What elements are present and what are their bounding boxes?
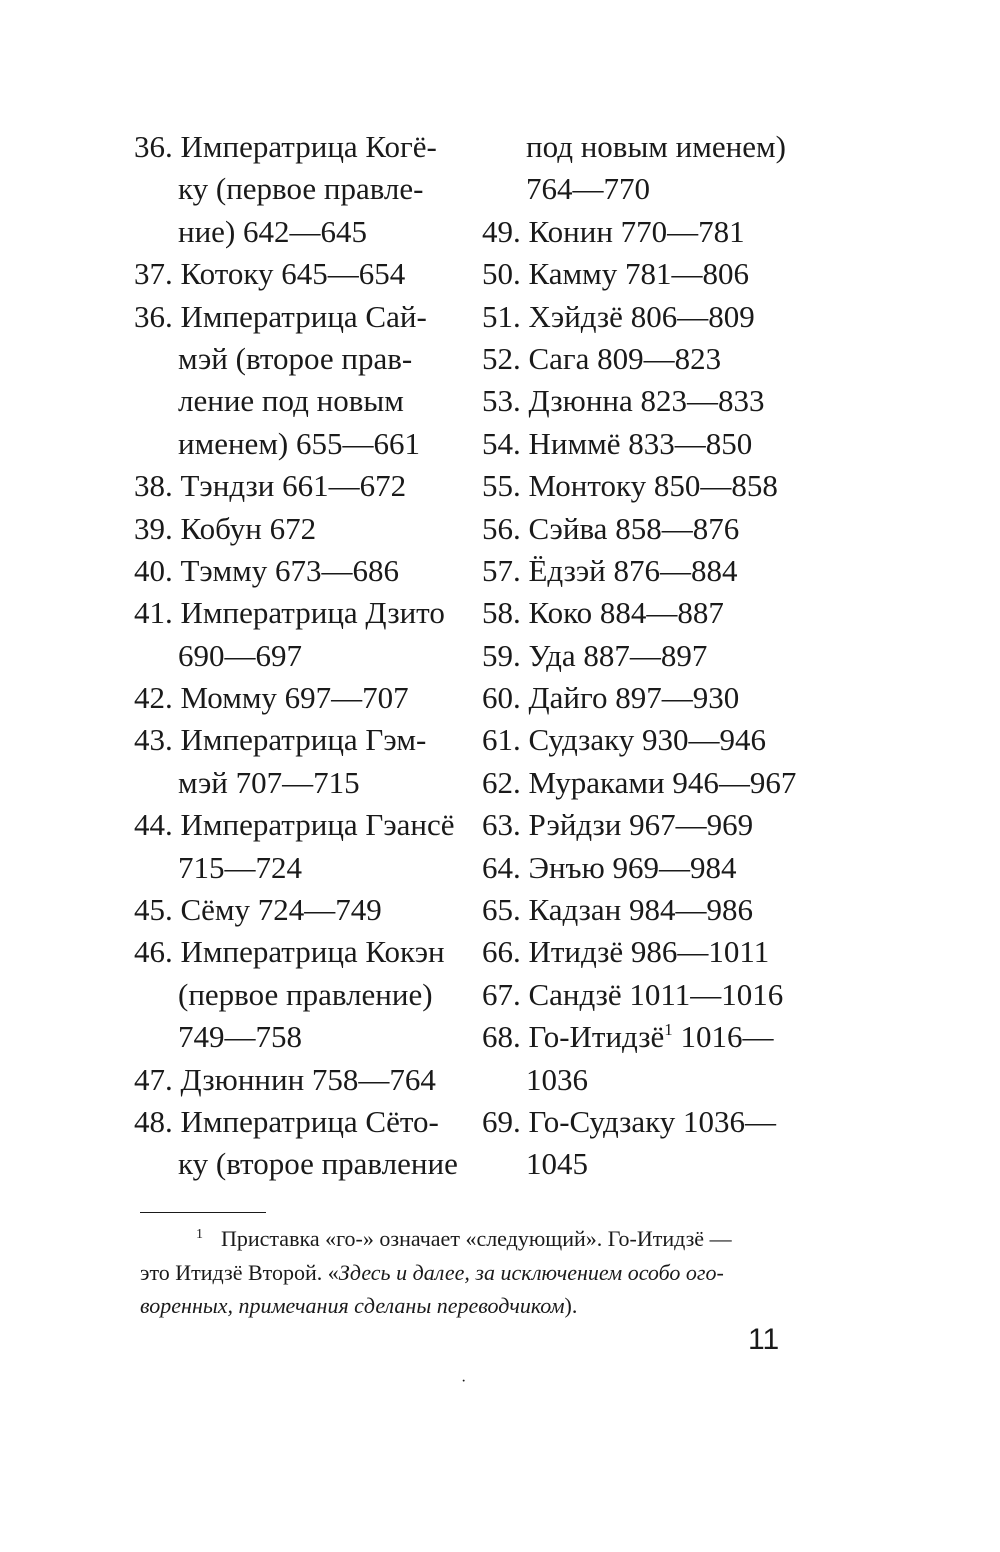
entry-text: Энъю 969—984 bbox=[528, 849, 737, 885]
list-item bbox=[134, 550, 474, 592]
list-item bbox=[482, 762, 822, 804]
entry-text: Конин 770—781 bbox=[528, 213, 745, 249]
entry-number: 49. bbox=[482, 213, 521, 249]
entry-text: Монтоку 850—858 bbox=[528, 468, 778, 504]
entry-number: 68. bbox=[482, 1019, 521, 1055]
entry-text: Камму 781—806 bbox=[528, 256, 750, 292]
list-item bbox=[134, 296, 474, 338]
entry-number: 36. bbox=[134, 129, 173, 164]
entry-number: 56. bbox=[482, 510, 521, 546]
entry-continuation: 715—724 bbox=[178, 849, 302, 885]
entry-text: Императрица Дзито bbox=[180, 595, 445, 631]
entry-continuation: именем) 655—661 bbox=[178, 425, 421, 461]
footnote-mark: 1 bbox=[196, 1227, 203, 1242]
entry-continuation: ку (второе правление bbox=[178, 1146, 458, 1182]
list-item bbox=[482, 211, 822, 253]
entry-text: Дзюнна 823—833 bbox=[528, 383, 765, 419]
list-item bbox=[482, 253, 822, 295]
entry-text: Дайго 897—930 bbox=[528, 680, 740, 716]
page-dot: · bbox=[461, 1373, 467, 1390]
list-item bbox=[482, 338, 822, 380]
entry-text: Судзаку 930—946 bbox=[528, 722, 766, 758]
entry-continuation: ку (первое правле- bbox=[178, 171, 424, 207]
entry-number: 43. bbox=[134, 722, 173, 758]
footnote-italic-text: Здесь и далее, за исключением особо ого- bbox=[338, 1259, 724, 1285]
entry-text: Императрица Когё- bbox=[180, 129, 437, 164]
entry-continuation: 690—697 bbox=[178, 637, 302, 673]
list-item bbox=[134, 508, 474, 550]
footnote-text: ). bbox=[564, 1293, 578, 1318]
right-column bbox=[482, 126, 822, 1186]
entry-number: 54. bbox=[482, 425, 521, 461]
entry-text: Сандзё 1011—1016 bbox=[528, 976, 784, 1012]
entry-text: Итидзё 986—1011 bbox=[528, 934, 770, 970]
entry-text: Императрица Сёто- bbox=[180, 1103, 439, 1139]
list-item bbox=[482, 296, 822, 338]
entry-name: Го-Итидзё bbox=[528, 1019, 665, 1055]
footnote-italic-text: воренных, примечания сделаны переводчиком bbox=[140, 1293, 565, 1318]
entry-number: 41. bbox=[134, 595, 173, 631]
continuation-line: под новым именем) bbox=[526, 129, 786, 164]
entry-number: 37. bbox=[134, 256, 173, 292]
entry-text: Кадзан 984—986 bbox=[528, 892, 754, 928]
list-item bbox=[134, 677, 474, 719]
entry-number: 47. bbox=[134, 1061, 173, 1097]
entry-continuation: мэй (второе прав- bbox=[178, 340, 413, 376]
list-item bbox=[482, 465, 822, 507]
entry-text: Мураками 946—967 bbox=[528, 764, 797, 800]
list-item bbox=[134, 1101, 474, 1143]
list-item-68 bbox=[482, 1016, 822, 1058]
entry-number: 57. bbox=[482, 552, 521, 588]
entry-number: 66. bbox=[482, 934, 521, 970]
list-item-69 bbox=[482, 1101, 822, 1143]
entry-text: Хэйдзё 806—809 bbox=[528, 298, 755, 334]
footnote-divider bbox=[140, 1212, 266, 1213]
entry-text: Сэйва 858—876 bbox=[528, 510, 740, 546]
entry-number: 42. bbox=[134, 680, 173, 716]
entry-number: 64. bbox=[482, 849, 521, 885]
footnote-text: Приставка «го-» означает «следующий». Го-Итидзё — bbox=[221, 1226, 732, 1251]
list-item bbox=[482, 592, 822, 634]
footnote-line-3 bbox=[140, 1289, 800, 1323]
entry-text: Ёдзэй 876—884 bbox=[528, 552, 738, 588]
list-item bbox=[482, 847, 822, 889]
list-item bbox=[482, 508, 822, 550]
entry-number: 53. bbox=[482, 383, 521, 419]
list-item bbox=[482, 974, 822, 1016]
entry-number: 50. bbox=[482, 256, 521, 292]
continuation-line: 764—770 bbox=[526, 171, 650, 207]
list-item bbox=[482, 423, 822, 465]
list-item bbox=[482, 380, 822, 422]
entry-text: Котоку 645—654 bbox=[180, 256, 406, 292]
entry-number: 51. bbox=[482, 298, 521, 334]
list-item bbox=[482, 677, 822, 719]
footnote-text: это Итидзё Второй. « bbox=[140, 1259, 339, 1285]
entry-number: 62. bbox=[482, 764, 521, 800]
list-item bbox=[482, 550, 822, 592]
entry-number: 45. bbox=[134, 892, 173, 928]
list-item bbox=[482, 931, 822, 973]
entry-text: Сага 809—823 bbox=[528, 340, 722, 376]
list-item bbox=[134, 931, 474, 973]
list-item bbox=[134, 592, 474, 634]
entry-number: 65. bbox=[482, 892, 521, 928]
entry-years: 1016— bbox=[672, 1019, 774, 1055]
entry-continuation: мэй 707—715 bbox=[178, 764, 360, 800]
left-column bbox=[134, 126, 474, 1186]
entry-number: 52. bbox=[482, 340, 521, 376]
entry-text: Императрица Гэм- bbox=[180, 722, 427, 758]
entry-text: Императрица Сай- bbox=[180, 298, 427, 334]
entry-text: Уда 887—897 bbox=[528, 637, 708, 673]
entry-number: 38. bbox=[134, 468, 173, 504]
list-item bbox=[134, 126, 474, 168]
list-item bbox=[482, 804, 822, 846]
entry-number: 61. bbox=[482, 722, 521, 758]
entry-continuation: 1036 bbox=[526, 1061, 588, 1097]
entry-text: Кобун 672 bbox=[180, 510, 317, 546]
entry-number: 59. bbox=[482, 637, 521, 673]
entry-continuation: 749—758 bbox=[178, 1019, 302, 1055]
list-item bbox=[134, 889, 474, 931]
list-item bbox=[482, 889, 822, 931]
footnote-reference[interactable]: 1 bbox=[664, 1020, 673, 1040]
entry-number: 58. bbox=[482, 595, 521, 631]
entry-continuation: ление под новым bbox=[178, 383, 404, 419]
entry-continuation: (первое правление) bbox=[178, 976, 433, 1012]
footnote bbox=[140, 1218, 800, 1323]
list-item bbox=[134, 804, 474, 846]
entry-number: 39. bbox=[134, 510, 173, 546]
entry-number: 63. bbox=[482, 807, 521, 843]
list-item bbox=[482, 635, 822, 677]
entry-text: Момму 697—707 bbox=[180, 680, 409, 716]
entry-text: Сёму 724—749 bbox=[180, 892, 382, 928]
list-item bbox=[134, 465, 474, 507]
entry-text: Рэйдзи 967—969 bbox=[528, 807, 754, 843]
page-number: 11 bbox=[748, 1323, 780, 1356]
entry-number: 44. bbox=[134, 807, 173, 843]
entry-text: Коко 884—887 bbox=[528, 595, 724, 631]
entry-number: 67. bbox=[482, 976, 521, 1012]
entry-number: 55. bbox=[482, 468, 521, 504]
entry-number: 46. bbox=[134, 934, 173, 970]
list-item bbox=[134, 719, 474, 761]
entry-number: 69. bbox=[482, 1103, 521, 1139]
entry-text: Го-Судзаку 1036— bbox=[528, 1103, 777, 1139]
entry-text: Императрица Гэансё bbox=[180, 807, 455, 843]
entry-continuation: 1045 bbox=[526, 1146, 588, 1182]
footnote-line-1 bbox=[140, 1218, 800, 1256]
list-item bbox=[134, 1059, 474, 1101]
entry-text: Императрица Кокэн bbox=[180, 934, 445, 970]
list-item bbox=[482, 719, 822, 761]
entry-number: 40. bbox=[134, 552, 173, 588]
entry-number: 36. bbox=[134, 298, 173, 334]
entry-text: Ниммё 833—850 bbox=[528, 425, 753, 461]
entry-text: Тэндзи 661—672 bbox=[180, 468, 407, 504]
footnote-line-2 bbox=[140, 1256, 800, 1290]
entry-number: 60. bbox=[482, 680, 521, 716]
entry-text: Дзюннин 758—764 bbox=[180, 1061, 436, 1097]
entry-number: 48. bbox=[134, 1103, 173, 1139]
entry-continuation: ние) 642—645 bbox=[178, 213, 368, 249]
entry-text: Тэмму 673—686 bbox=[180, 552, 399, 588]
list-item bbox=[134, 253, 474, 295]
